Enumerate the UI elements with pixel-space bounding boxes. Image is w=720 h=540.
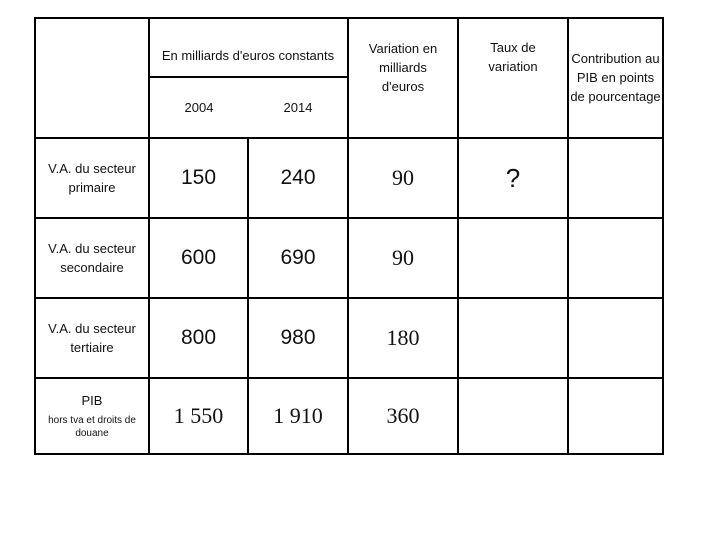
header-contribution: Contribution au PIB en points de pourcentage: [570, 50, 661, 104]
cell-pib-2004: 1 550: [173, 403, 224, 428]
group-underline: [148, 76, 348, 78]
cell-primaire-taux: ?: [505, 162, 521, 193]
header-group-label: En milliards d'euros constants: [161, 47, 335, 63]
cell-pib-contribution: [569, 379, 662, 453]
cell-secondaire-variation: 90: [392, 245, 414, 270]
cell-pib-variation: 360: [386, 403, 420, 428]
header-variation: Variation en milliards d'euros: [368, 40, 438, 94]
cell-primaire-2014: 240: [280, 166, 316, 189]
header-year-2004: 2004: [184, 99, 214, 115]
data-table: [34, 17, 664, 455]
pib-label: PIB: [81, 393, 103, 408]
cell-secondaire-contribution: [569, 219, 662, 297]
cell-secondaire-2004: 600: [180, 246, 217, 269]
cell-secondaire-2014: 690: [280, 246, 316, 269]
row-label-tertiaire: V.A. du secteur tertiaire: [48, 321, 136, 355]
cell-pib-taux: [459, 379, 567, 453]
row-label-primaire: V.A. du secteur primaire: [48, 161, 136, 195]
row-label-pib: [36, 379, 148, 453]
cell-primaire-2004: 150: [180, 166, 217, 189]
cell-tertiaire-variation: 180: [386, 325, 420, 350]
cell-tertiaire-2004: 800: [180, 326, 217, 349]
row-label-secondaire: V.A. du secteur secondaire: [48, 241, 136, 275]
cell-primaire-contribution: [569, 139, 662, 217]
header-taux: Taux de variation: [488, 40, 538, 74]
cell-tertiaire-taux: [459, 299, 567, 377]
cell-tertiaire-2014: 980: [280, 326, 316, 349]
pib-sublabel: hors tva et droits de douane: [48, 415, 136, 439]
header-year-2014: 2014: [283, 99, 313, 115]
cell-secondaire-taux: [459, 219, 567, 297]
cell-pib-2014: 1 910: [273, 403, 323, 428]
cell-primaire-variation: 90: [392, 165, 414, 190]
cell-tertiaire-contribution: [569, 299, 662, 377]
